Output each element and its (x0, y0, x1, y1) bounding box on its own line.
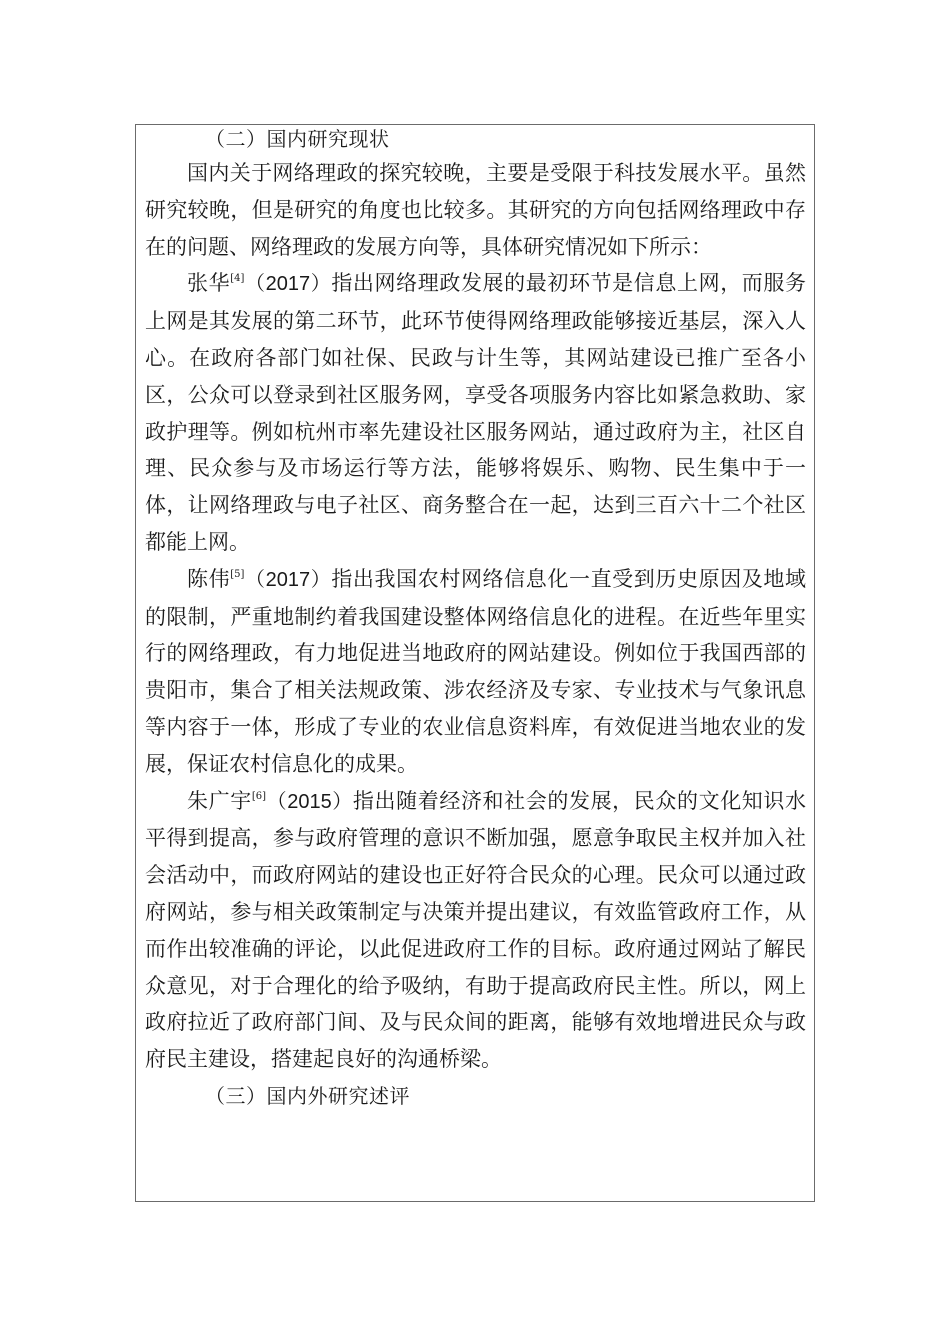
table-cell-frame (135, 124, 815, 1202)
section-heading-review: （三）国内外研究述评 (205, 1083, 410, 1108)
author-name: 张华 (187, 271, 231, 296)
paragraph-intro-text: 国内关于网络理政的探究较晚，主要是受限于科技发展水平。虽然研究较晚，但是研究的角度也比较多。其研究的方向包括网络理政中存在的问题、网络理政的发展方向等，具体研究情况如下所示： (145, 161, 806, 259)
paragraph-chen-wei (145, 561, 806, 783)
paragraph-text: 指出网络理政发展的最初环节是信息上网，而服务上网是其发展的第二环节，此环节使得网络理政能够接近基层，深入人心。在政府各部门如社保、民政与计生等，其网站建设已推广至各小区，公众可以登录到社区服务网，享受各项服务内容比如紧急救助、家政护理等。例如杭州市率先建设社区服务网站，通过政府为主，社区自理、民众参与及市场运行等方法，能够将娱乐、购物、民生集中于一体，让网络理政与电子社区、商务整合在一起，达到三百六十二个社区都能上网。 (145, 271, 807, 554)
citation-year: （2015） (266, 790, 353, 813)
citation-ref: [4] (230, 273, 245, 285)
author-name: 朱广宇 (187, 788, 252, 813)
citation-ref: [6] (251, 790, 266, 802)
cell-content (145, 125, 806, 1110)
citation-year: （2017） (244, 273, 332, 296)
author-name: 陈伟 (187, 566, 231, 591)
paragraph-intro (145, 155, 806, 265)
citation-year: （2017） (244, 568, 332, 591)
paragraph-text: 指出随着经济和社会的发展，民众的文化知识水平得到提高，参与政府管理的意识不断加强，愿意争取民主权并加入社会活动中，而政府网站的建设也正好符合民众的心理。民众可以通过政府网站，参与相关政策制定与决策并提出建议，有效监管政府工作，从而作出较准确的评论，以此促进政府工作的目标。政府通过网站了解民众意见，对于合理化的给予吸纳，有助于提高政府民主性。所以，网上政府拉近了政府部门间、及与民众间的距离，能够有效地增进民众与政府民主建设，搭建起良好的沟通桥梁。 (145, 788, 807, 1072)
section-heading-domestic-research: （二）国内研究现状 (205, 127, 390, 151)
paragraph-text: 指出我国农村网络信息化一直受到历史原因及地域的限制，严重地制约着我国建设整体网络信息化的进程。在近些年里实行的网络理政，有力地促进当地政府的网站建设。例如位于我国西部的贵阳市，集合了相关法规政策、涉农经济及专家、专业技术与气象讯息等内容于一体，形成了专业的农业信息资料库，有效促进当地农业的发展，保证农村信息化的成果。 (145, 566, 807, 776)
paragraph-zhang-hua (145, 265, 806, 560)
citation-ref: [5] (230, 568, 245, 580)
paragraph-zhu-guangyu (145, 783, 806, 1078)
